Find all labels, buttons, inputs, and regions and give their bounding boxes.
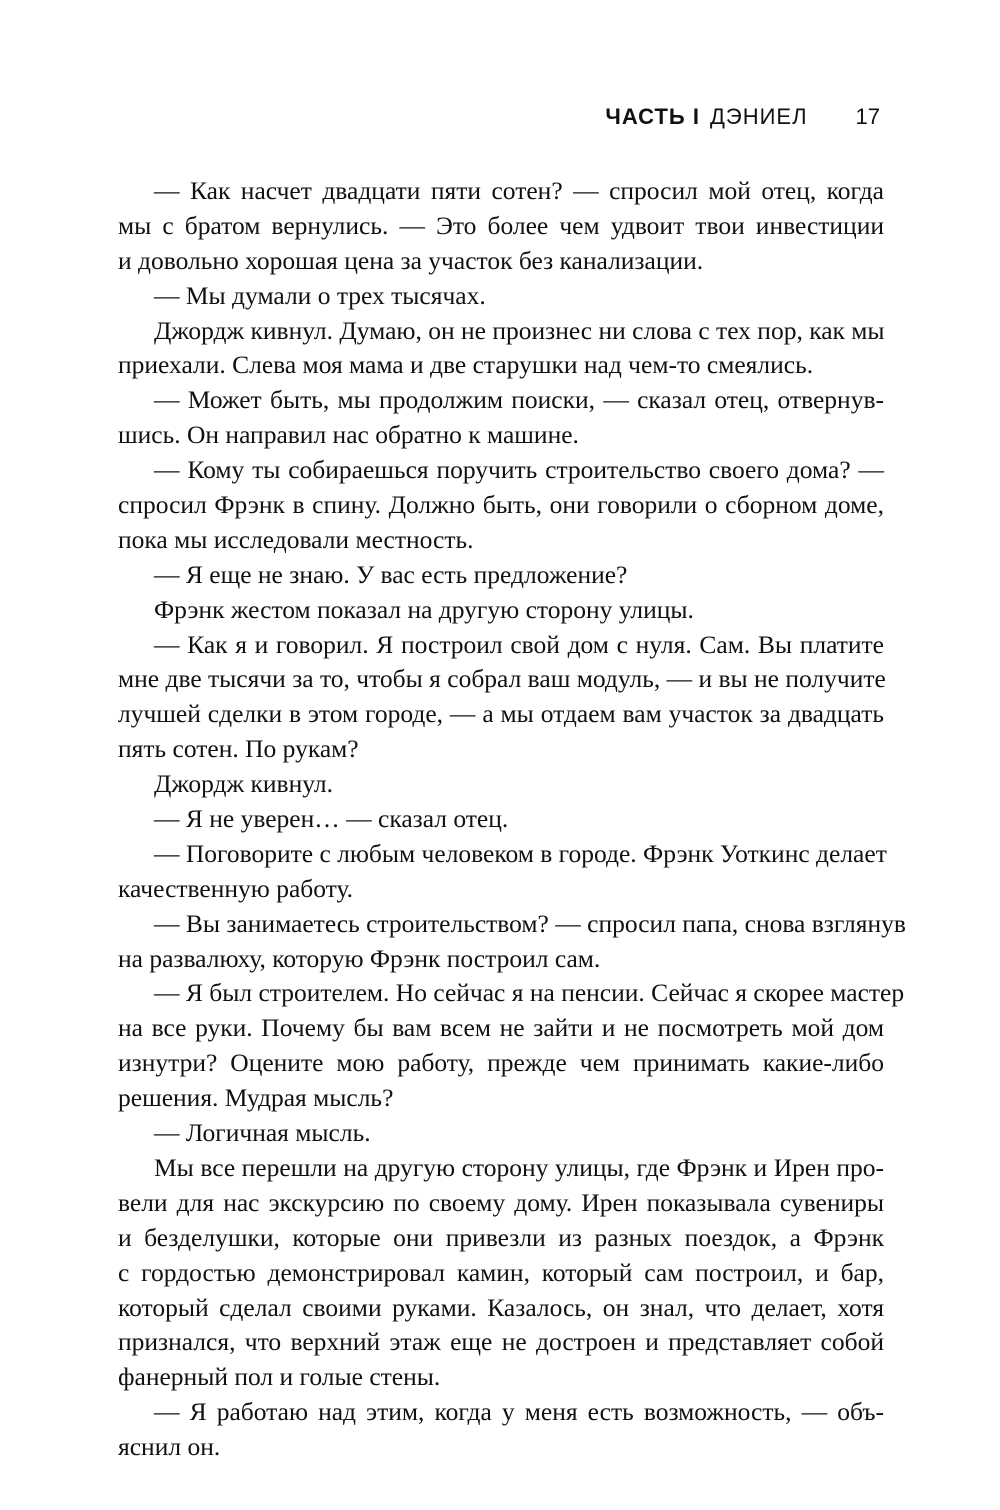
text-line: с гордостью демонстрировал камин, который сам построил, и бар, bbox=[118, 1257, 884, 1287]
text-line: признался, что верхний этаж еще не достроен и представляет собой bbox=[118, 1327, 884, 1357]
text-line: Мы все перешли на другую сторону улицы, где Фрэнк и Ирен про- bbox=[154, 1152, 884, 1182]
part-label: ЧАСТЬ I bbox=[605, 104, 700, 129]
text-line: на все руки. Почему бы вам всем не зайти и не посмотреть мой дом bbox=[118, 1013, 884, 1043]
text-line: мы с братом вернулись. — Это более чем удвоит твои инвестиции bbox=[118, 210, 884, 240]
chapter-title: ДЭНИЕЛ bbox=[709, 104, 808, 129]
text-line: — Может быть, мы продолжим поиски, — сказал отец, отвернув- bbox=[154, 385, 884, 415]
text-line: изнутри? Оцените мою работу, прежде чем принимать какие-либо bbox=[118, 1048, 884, 1078]
text-line: пять сотен. По рукам? bbox=[118, 734, 359, 764]
body-text bbox=[118, 174, 906, 1465]
text-line: — Я еще не знаю. У вас есть предложение? bbox=[154, 559, 628, 589]
text-line: — Как я и говорил. Я построил свой дом с нуля. Сам. Вы платите bbox=[154, 629, 884, 659]
text-line: мне две тысячи за то, чтобы я собрал ваш модуль, — и вы не получите bbox=[118, 664, 886, 694]
text-line: — Вы занимаетесь строительством? — спросил папа, снова взглянув bbox=[154, 908, 906, 938]
text-line: — Как насчет двадцати пяти сотен? — спросил мой отец, когда bbox=[154, 176, 884, 205]
text-line: качественную работу. bbox=[118, 873, 354, 903]
text-line: лучшей сделки в этом городе, — а мы отдаем вам участок за двадцать bbox=[118, 699, 884, 729]
text-line: — Я работаю над этим, когда у меня есть возможность, — объ- bbox=[154, 1397, 884, 1427]
text-line: на развалюху, которую Фрэнк построил сам. bbox=[118, 943, 601, 973]
text-line: вели для нас экскурсию по своему дому. Ирен показывала сувениры bbox=[118, 1187, 884, 1217]
text-line: — Логичная мысль. bbox=[154, 1118, 371, 1148]
text-line: — Кому ты собираешься поручить строительство своего дома? — bbox=[154, 455, 884, 485]
text-line: — Я был строителем. Но сейчас я на пенсии. Сейчас я скорее мастер bbox=[154, 978, 905, 1008]
text-line: — Поговорите с любым человеком в городе. Фрэнк Уоткинс делает bbox=[154, 838, 887, 868]
running-header bbox=[605, 104, 880, 138]
text-line: Джордж кивнул. Думаю, он не произнес ни слова с тех пор, как мы bbox=[154, 315, 885, 345]
text-line: и безделушки, которые они привезли из разных поездок, а Фрэнк bbox=[118, 1222, 884, 1252]
page-number: 17 bbox=[855, 104, 880, 129]
text-line: — Мы думали о трех тысячах. bbox=[154, 280, 486, 310]
text-line: решения. Мудрая мысль? bbox=[118, 1083, 394, 1113]
text-line: шись. Он направил нас обратно к машине. bbox=[118, 420, 579, 450]
text-line: приехали. Слева моя мама и две старушки над чем-то смеялись. bbox=[118, 350, 814, 380]
text-line: — Я не уверен… — сказал отец. bbox=[154, 804, 509, 834]
text-line: Фрэнк жестом показал на другую сторону улицы. bbox=[154, 594, 694, 624]
text-line: пока мы исследовали местность. bbox=[118, 524, 474, 554]
text-line: который сделал своими руками. Казалось, он знал, что делает, хотя bbox=[118, 1292, 884, 1322]
text-line: и довольно хорошая цена за участок без канализации. bbox=[118, 245, 704, 275]
text-line: Джордж кивнул. bbox=[154, 769, 333, 799]
text-line: фанерный пол и голые стены. bbox=[118, 1362, 441, 1392]
text-line: яснил он. bbox=[118, 1432, 221, 1462]
text-line: спросил Фрэнк в спину. Должно быть, они говорили о сборном доме, bbox=[118, 490, 884, 520]
